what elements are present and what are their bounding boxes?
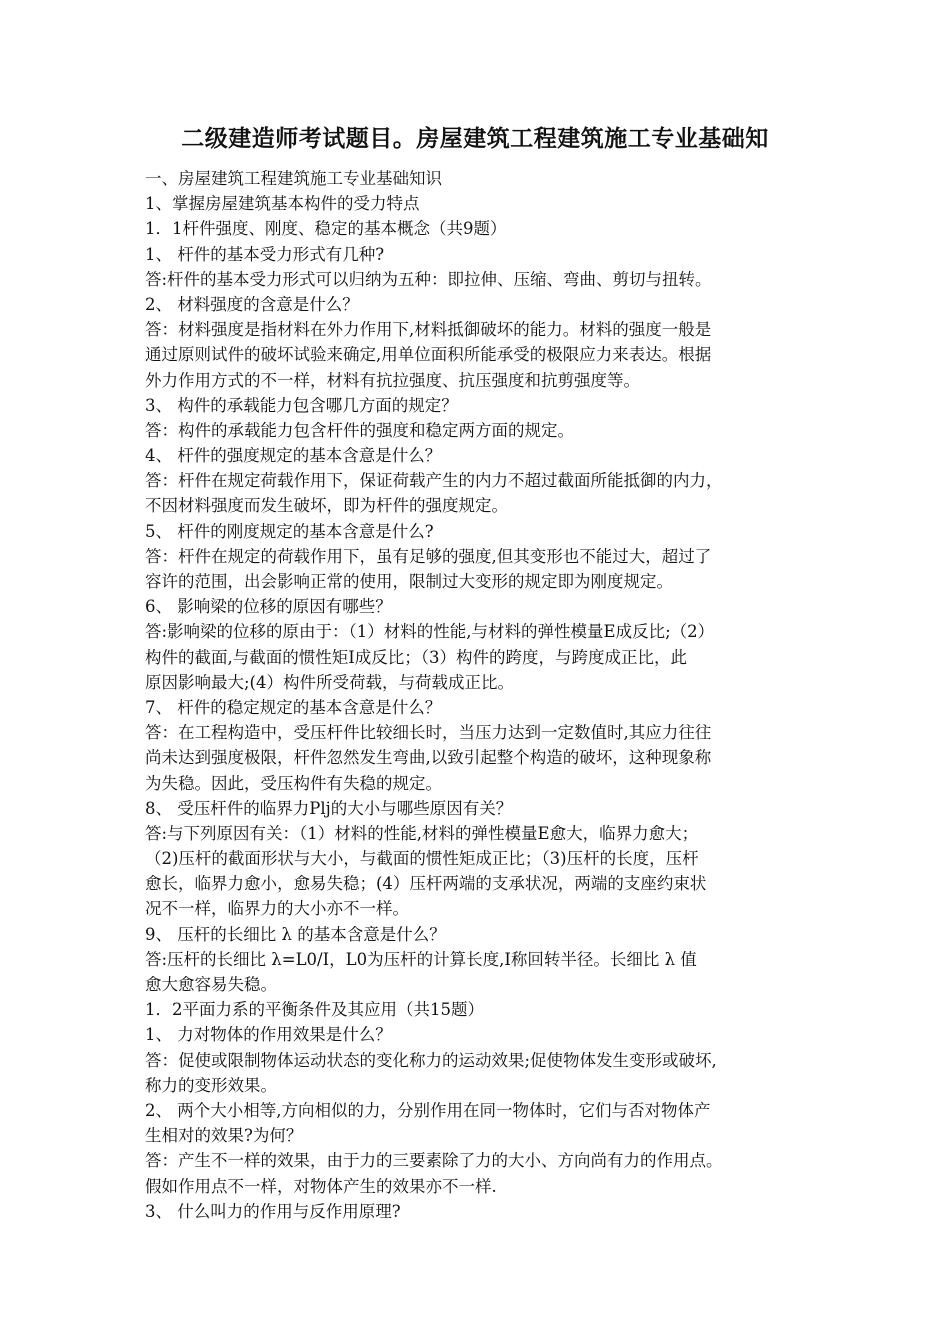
text-line: 1．2平面力系的平衡条件及其应用（共15题） bbox=[145, 1000, 484, 1020]
text-line: （2)压杆的截面形状与大小，与截面的惯性矩成正比；（3)压杆的长度，压杆 bbox=[145, 849, 699, 869]
text-line: 9、 压杆的长细比 λ 的基本含意是什么？ bbox=[145, 924, 446, 944]
text-line: 构件的截面,与截面的惯性矩I成反比；（3）构件的跨度，与跨度成正比，此 bbox=[145, 647, 688, 667]
text-line: 答:影响梁的位移的原由于：（1）材料的性能,与材料的弹性模量E成反比;（2） bbox=[145, 622, 715, 642]
document-body bbox=[145, 166, 815, 1224]
text-line: 答：促使或限制物体运动状态的变化称力的运动效果;促使物体发生变形或破坏, bbox=[145, 1050, 717, 1070]
text-line: 1．1杆件强度、刚度、稳定的基本概念（共9题） bbox=[145, 219, 507, 239]
text-line: 通过原则试件的破坏试验来确定,用单位面积所能承受的极限应力来表达。根据 bbox=[145, 345, 712, 365]
text-line: 不因材料强度而发生破坏，即为杆件的强度规定。 bbox=[145, 496, 508, 516]
text-line: 答：产生不一样的效果，由于力的三要素除了力的大小、方向尚有力的作用点。 bbox=[145, 1151, 723, 1171]
text-line: 愈大愈容易失稳。 bbox=[145, 975, 277, 994]
text-line: 生相对的效果?为何？ bbox=[145, 1126, 303, 1146]
text-line: 答：构件的承载能力包含杆件的强度和稳定两方面的规定。 bbox=[145, 420, 574, 440]
text-line: 1、 力对物体的作用效果是什么？ bbox=[145, 1025, 392, 1045]
text-line: 答：在工程构造中，受压杆件比较细长时，当压力达到一定数值时,其应力往往 bbox=[145, 723, 712, 743]
text-line: 答:压杆的长细比 λ=L0/I，L0为压杆的计算长度,I称回转半径。长细比 λ 值 bbox=[145, 949, 697, 969]
text-line: 为失稳。因此，受压构件有失稳的规定。 bbox=[145, 773, 442, 793]
text-line: 答：杆件在规定的荷载作用下，虽有足够的强度,但其变形也不能过大，超过了 bbox=[145, 546, 712, 566]
text-line: 3、 什么叫力的作用与反作用原理? bbox=[145, 1201, 401, 1221]
text-line: 况不一样，临界力的大小亦不一样。 bbox=[145, 899, 409, 919]
text-line: 一、房屋建筑工程建筑施工专业基础知识 bbox=[145, 169, 442, 188]
text-line: 称力的变形效果。 bbox=[145, 1075, 277, 1095]
text-line: 愈长，临界力愈小，愈易失稳；(4）压杆两端的支承状况，两端的支座约束状 bbox=[145, 874, 707, 894]
text-line: 1、 杆件的基本受力形式有几种? bbox=[145, 244, 385, 264]
text-line: 答:杆件的基本受力形式可以归纳为五种：即拉伸、压缩、弯曲、剪切与扭转。 bbox=[145, 269, 712, 289]
text-line: 2、 两个大小相等,方向相似的力，分别作用在同一物体时，它们与否对物体产 bbox=[145, 1100, 711, 1120]
text-line: 外力作用方式的不一样，材料有抗拉强度、抗压强度和抗剪强度等。 bbox=[145, 370, 640, 390]
text-line: 答：杆件在规定荷载作用下，保证荷载产生的内力不超过截面所能抵御的内力， bbox=[145, 471, 723, 491]
text-line: 容许的范围，出会影响正常的使用，限制过大变形的规定即为刚度规定。 bbox=[145, 572, 673, 591]
text-line: 原因影响最大;(4）构件所受荷载，与荷载成正比。 bbox=[145, 672, 514, 692]
document-title: 二级建造师考试题目。房屋建筑工程建筑施工专业基础知 bbox=[181, 125, 769, 152]
text-line: 假如作用点不一样，对物体产生的效果亦不一样. bbox=[145, 1176, 497, 1196]
text-line: 1、掌握房屋建筑基本构件的受力特点 bbox=[145, 194, 420, 214]
text-line: 尚未达到强度极限，杆件忽然发生弯曲,以致引起整个构造的破坏，这种现象称 bbox=[145, 748, 712, 768]
text-line: 4、 杆件的强度规定的基本含意是什么？ bbox=[145, 446, 442, 466]
text-line: 8、 受压杆件的临界力Plj的大小与哪些原因有关？ bbox=[145, 798, 513, 818]
text-line: 6、 影响梁的位移的原因有哪些？ bbox=[145, 597, 392, 617]
text-line: 5、 杆件的刚度规定的基本含意是什么? bbox=[145, 521, 434, 541]
text-line: 7、 杆件的稳定规定的基本含意是什么？ bbox=[145, 697, 442, 717]
text-line: 答:与下列原因有关：（1）材料的性能,材料的弹性模量E愈大，临界力愈大； bbox=[145, 823, 699, 843]
text-line: 2、 材料强度的含意是什么？ bbox=[145, 294, 359, 314]
text-line: 答：材料强度是指材料在外力作用下,材料抵御破坏的能力。材料的强度一般是 bbox=[145, 320, 712, 340]
text-line: 3、 构件的承载能力包含哪几方面的规定？ bbox=[145, 395, 458, 415]
